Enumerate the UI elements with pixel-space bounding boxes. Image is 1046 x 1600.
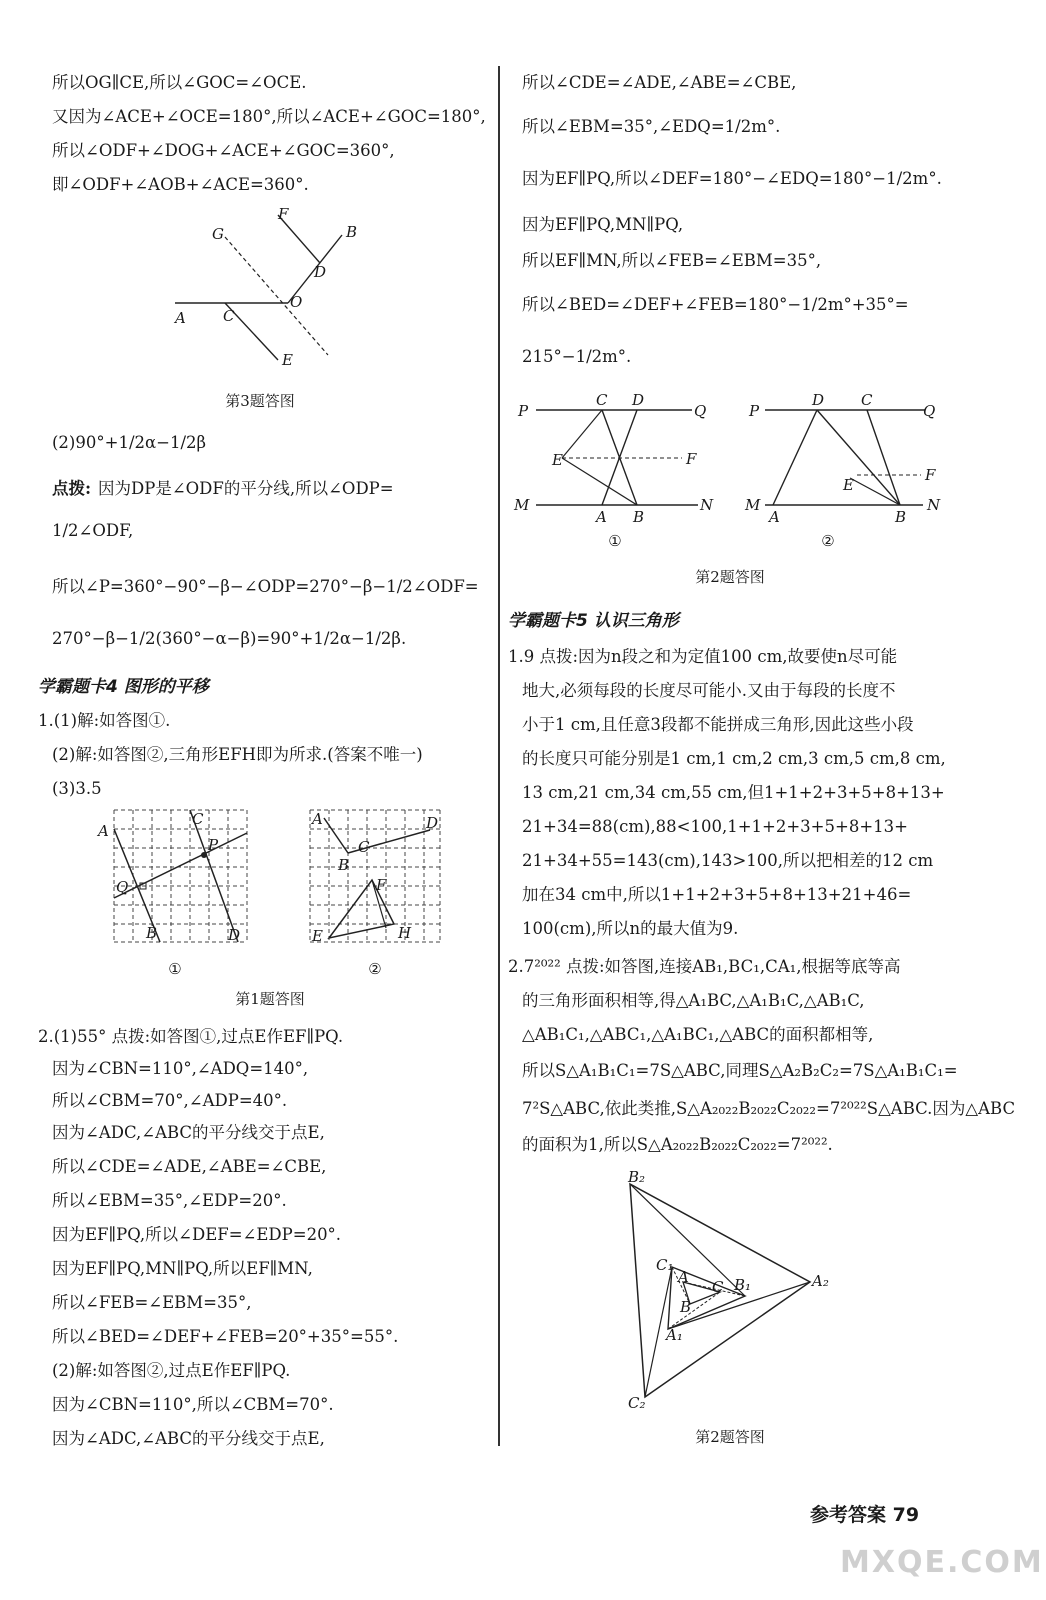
section-5-title: 学霸题卡5 认识三角形 xyxy=(508,611,679,631)
label-B: B xyxy=(895,508,907,526)
label-B1: B₁ xyxy=(734,1276,752,1294)
section-4-title: 学霸题卡4 图形的平移 xyxy=(38,677,209,697)
text-line: 所以∠EBM=35°,∠EDQ=1/2m°. xyxy=(522,117,781,136)
label-F: F xyxy=(925,466,936,484)
text-line: 因为EF∥PQ,MN∥PQ, xyxy=(522,215,684,234)
label-A2: A₂ xyxy=(812,1272,829,1290)
text-line: 所以∠P=360°−90°−β−∠ODP=270°−β−1/2∠ODF= xyxy=(52,577,479,596)
text-line: 1/2∠ODF, xyxy=(52,521,134,540)
text-line: 2.(1)55° 点拨:如答图①,过点E作EF∥PQ. xyxy=(38,1027,344,1046)
text-line: (2)解:如答图②,三角形EFH即为所求.(答案不唯一) xyxy=(52,745,423,764)
column-divider xyxy=(498,66,500,1446)
label-P: P xyxy=(518,402,529,420)
figure-2-2 xyxy=(745,390,950,526)
label-C: C xyxy=(596,391,608,409)
text-line: 100(cm),所以n的最大值为9. xyxy=(522,919,739,938)
label-F: F xyxy=(376,876,387,894)
text-line: 的三角形面积相等,得△A₁BC,△A₁B₁C,△AB₁C, xyxy=(522,991,865,1010)
text-line: 又因为∠ACE+∠OCE=180°,所以∠ACE+∠GOC=180°, xyxy=(52,107,486,126)
text-line: 的面积为1,所以S△A₂₀₂₂B₂₀₂₂C₂₀₂₂=7²⁰²². xyxy=(522,1135,833,1154)
label-Q: Q xyxy=(694,402,707,420)
label-D: D xyxy=(314,263,327,281)
text-line: (3)3.5 xyxy=(52,779,102,798)
fig2-caption-bottom: 第2题答图 xyxy=(695,1428,765,1446)
label-A1: A₁ xyxy=(666,1326,683,1344)
label-B: B xyxy=(633,508,645,526)
text-line: 所以∠ODF+∠DOG+∠ACE+∠GOC=360°, xyxy=(52,141,395,160)
text-line: 2.7²⁰²² 点拨:如答图,连接AB₁,BC₁,CA₁,根据等底等高 xyxy=(508,957,901,976)
text-line: 所以∠CDE=∠ADE,∠ABE=∠CBE, xyxy=(522,73,797,92)
label-B2: B₂ xyxy=(628,1168,646,1186)
label-B: B xyxy=(146,924,158,942)
label-A: A xyxy=(175,309,186,327)
text-line: 所以S△A₁B₁C₁=7S△ABC,同理S△A₂B₂C₂=7S△A₁B₁C₁= xyxy=(522,1061,958,1080)
label-M: M xyxy=(514,496,530,514)
label-A: A xyxy=(312,810,323,828)
label-E: E xyxy=(843,476,854,494)
text-line: 因为∠ADC,∠ABC的平分线交于点E, xyxy=(52,1123,325,1142)
text-line: 因为∠CBN=110°,所以∠CBM=70°. xyxy=(52,1395,334,1414)
label-F: F xyxy=(278,205,289,223)
label-P: P xyxy=(208,836,219,854)
nested-triangle-figure xyxy=(620,1168,840,1412)
text-line: 因为EF∥PQ,MN∥PQ,所以EF∥MN, xyxy=(52,1259,313,1278)
fig2-caption-top: 第2题答图 xyxy=(695,568,765,586)
text-line: 所以∠CDE=∠ADE,∠ABE=∠CBE, xyxy=(52,1157,327,1176)
text-line: 的长度只可能分别是1 cm,1 cm,2 cm,3 cm,5 cm,8 cm, xyxy=(522,749,946,768)
watermark: MXQE.COM xyxy=(840,1545,1044,1580)
page-footer: 参考答案 79 xyxy=(810,1504,920,1526)
label-G: G xyxy=(212,225,224,243)
grid-figure-2 xyxy=(302,808,452,953)
text-line: 小于1 cm,且任意3段都不能拼成三角形,因此这些小段 xyxy=(522,715,914,734)
text-line: 所以∠BED=∠DEF+∠FEB=180°−1/2m°+35°= xyxy=(522,295,909,314)
label-O: O xyxy=(290,293,303,311)
figure-2-1 xyxy=(512,390,717,526)
text-line: 地大,必须每段的长度尽可能小.又由于每段的长度不 xyxy=(522,681,896,700)
text-line: 即∠ODF+∠AOB+∠ACE=360°. xyxy=(52,175,309,194)
text-line: 因为∠CBN=110°,∠ADQ=140°, xyxy=(52,1059,309,1078)
label-D: D xyxy=(812,391,825,409)
label-A: A xyxy=(596,508,607,526)
label-D: D xyxy=(426,814,439,832)
label-B: B xyxy=(338,856,350,874)
text-line: 所以∠FEB=∠EBM=35°, xyxy=(52,1293,252,1312)
part-2-answer: (2)90°+1/2α−1/2β xyxy=(52,433,207,452)
label-A: A xyxy=(678,1268,689,1286)
label-Q: Q xyxy=(923,402,936,420)
text-line: △AB₁C₁,△ABC₁,△A₁BC₁,△ABC的面积都相等, xyxy=(522,1025,874,1044)
text-line: 所以∠EBM=35°,∠EDP=20°. xyxy=(52,1191,287,1210)
text-line: 1.(1)解:如答图①. xyxy=(38,711,171,730)
text-line: 1.9 点拨:因为n段之和为定值100 cm,故要使n尽可能 xyxy=(508,647,898,666)
label-N: N xyxy=(700,496,714,514)
label-C: C xyxy=(712,1278,724,1296)
text-line: 因为DP是∠ODF的平分线,所以∠ODP= xyxy=(98,479,394,498)
mark-2: ② xyxy=(821,532,835,550)
mark-1: ① xyxy=(608,532,622,550)
label-E: E xyxy=(552,451,563,469)
text-line: 21+34=88(cm),88<100,1+1+2+3+5+8+13+ xyxy=(522,817,908,836)
label-D: D xyxy=(632,391,645,409)
label-E: E xyxy=(282,351,293,369)
hint-label: 点拨: xyxy=(52,479,92,498)
label-M: M xyxy=(745,496,761,514)
figure-3 xyxy=(170,205,370,380)
label-C: C xyxy=(358,838,370,856)
label-N: N xyxy=(927,496,941,514)
text-line: 7²S△ABC,依此类推,S△A₂₀₂₂B₂₀₂₂C₂₀₂₂=7²⁰²²S△ABC.因为△ABC xyxy=(522,1099,1016,1118)
mark-2: ② xyxy=(368,960,382,978)
text-line: 13 cm,21 cm,34 cm,55 cm,但1+1+2+3+5+8+13+ xyxy=(522,783,945,802)
label-C: C xyxy=(861,391,873,409)
label-P: P xyxy=(749,402,760,420)
label-C: C xyxy=(223,307,235,325)
label-H: H xyxy=(398,924,412,942)
label-B: B xyxy=(680,1298,692,1316)
text-line: 所以OG∥CE,所以∠GOC=∠OCE. xyxy=(52,73,307,92)
text-line: 因为EF∥PQ,所以∠DEF=∠EDP=20°. xyxy=(52,1225,342,1244)
text-line: (2)解:如答图②,过点E作EF∥PQ. xyxy=(52,1361,291,1380)
label-A: A xyxy=(769,508,780,526)
text-line: 215°−1/2m°. xyxy=(522,347,632,366)
label-A: A xyxy=(98,822,109,840)
text-line: 所以∠BED=∠DEF+∠FEB=20°+35°=55°. xyxy=(52,1327,399,1346)
label-E: E xyxy=(312,927,323,945)
text-line: 所以EF∥MN,所以∠FEB=∠EBM=35°, xyxy=(522,251,822,270)
label-D: D xyxy=(228,926,241,944)
label-Q: Q xyxy=(116,878,129,896)
text-line: 270°−β−1/2(360°−α−β)=90°+1/2α−1/2β. xyxy=(52,629,407,648)
text-line: 因为EF∥PQ,所以∠DEF=180°−∠EDQ=180°−1/2m°. xyxy=(522,169,942,188)
label-B: B xyxy=(346,223,358,241)
label-F: F xyxy=(686,450,697,468)
mark-1: ① xyxy=(168,960,182,978)
fig1-caption: 第1题答图 xyxy=(235,990,305,1008)
text-line: 加在34 cm中,所以1+1+2+3+5+8+13+21+46= xyxy=(522,885,912,904)
label-C2: C₂ xyxy=(628,1394,646,1412)
text-line: 所以∠CBM=70°,∠ADP=40°. xyxy=(52,1091,288,1110)
text-line: 21+34+55=143(cm),143>100,所以把相差的12 cm xyxy=(522,851,934,870)
grid-figure-1 xyxy=(96,808,266,953)
text-line: 因为∠ADC,∠ABC的平分线交于点E, xyxy=(52,1429,325,1448)
label-C1: C₁ xyxy=(656,1256,674,1274)
label-C: C xyxy=(192,810,204,828)
fig3-caption: 第3题答图 xyxy=(225,392,295,410)
